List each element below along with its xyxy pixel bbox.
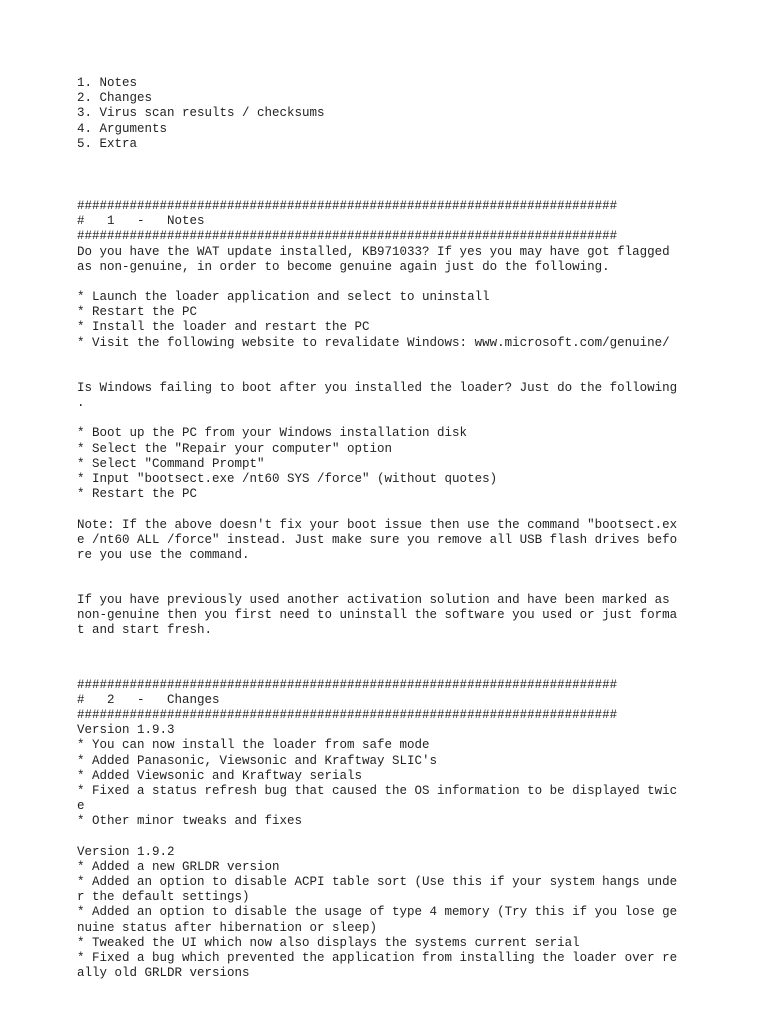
list-item: * Added Viewsonic and Kraftway serials [77, 768, 363, 783]
list-item: * Launch the loader application and select to uninstall [77, 290, 490, 305]
paragraph-line: If you have previously used another activation solution and have been marked as [77, 593, 670, 608]
list-item: nuine status after hibernation or sleep) [77, 920, 378, 935]
list-item: e [77, 799, 85, 814]
paragraph-line: Is Windows failing to boot after you installed the loader? Just do the following [77, 380, 678, 395]
toc-item: 2. Changes [77, 91, 153, 106]
list-item: ally old GRLDR versions [77, 966, 250, 981]
section-rule: ######################################################################## [77, 229, 618, 244]
toc-item: 3. Virus scan results / checksums [77, 106, 325, 121]
paragraph-line: Do you have the WAT update installed, KB971033? If yes you may have got flagged [77, 244, 670, 259]
toc-item: 4. Arguments [77, 121, 168, 136]
list-item: * Tweaked the UI which now also displays the systems current serial [77, 935, 580, 950]
list-item: * Fixed a bug which prevented the application from installing the loader over re [77, 951, 678, 965]
list-item: * Restart the PC [77, 305, 198, 320]
version-heading: Version 1.9.3 [77, 723, 175, 738]
list-item: * Fixed a status refresh bug that caused the OS information to be displayed twic [77, 783, 678, 798]
toc-item: 1. Notes [77, 76, 138, 90]
list-item: * Select "Command Prompt" [77, 456, 265, 471]
list-item: * Visit the following website to revalidate Windows: www.microsoft.com/genuine/ [77, 335, 670, 350]
section-header: # 1 - Notes [77, 214, 205, 229]
list-item: r the default settings) [77, 890, 250, 905]
list-item: * Added Panasonic, Viewsonic and Kraftway SLIC's [77, 753, 438, 768]
paragraph-line: . [77, 396, 85, 410]
paragraph-line: t and start fresh. [77, 623, 213, 638]
section-header: # 2 - Changes [77, 692, 220, 707]
list-item: * Select the "Repair your computer" option [77, 441, 393, 456]
readme-document [77, 76, 757, 981]
table-of-contents [77, 76, 757, 152]
list-item: * Added an option to disable the usage of type 4 memory (Try this if you lose ge [77, 905, 678, 920]
list-item: * You can now install the loader from safe mode [77, 738, 430, 753]
list-item: * Added an option to disable ACPI table sort (Use this if your system hangs unde [77, 875, 678, 890]
list-item: * Input "bootsect.exe /nt60 SYS /force" (without quotes) [77, 471, 498, 486]
section-notes [77, 199, 757, 639]
section-rule: ######################################################################## [77, 198, 618, 213]
list-item: * Other minor tweaks and fixes [77, 814, 303, 829]
note-line: re you use the command. [77, 547, 250, 562]
note-line: Note: If the above doesn't fix your boot issue then use the command "bootsect.ex [77, 517, 678, 532]
list-item: * Added a new GRLDR version [77, 859, 280, 874]
paragraph-line: as non-genuine, in order to become genuine again just do the following. [77, 259, 610, 274]
version-heading: Version 1.9.2 [77, 844, 175, 859]
section-changes [77, 678, 757, 982]
section-rule: ######################################################################## [77, 677, 618, 692]
list-item: * Restart the PC [77, 487, 198, 502]
section-rule: ######################################################################## [77, 708, 618, 722]
paragraph-line: non-genuine then you first need to uninstall the software you used or just forma [77, 608, 678, 623]
list-item: * Install the loader and restart the PC [77, 320, 370, 335]
note-line: e /nt60 ALL /force" instead. Just make sure you remove all USB flash drives befo [77, 532, 678, 547]
toc-item: 5. Extra [77, 136, 138, 151]
list-item: * Boot up the PC from your Windows installation disk [77, 426, 468, 441]
